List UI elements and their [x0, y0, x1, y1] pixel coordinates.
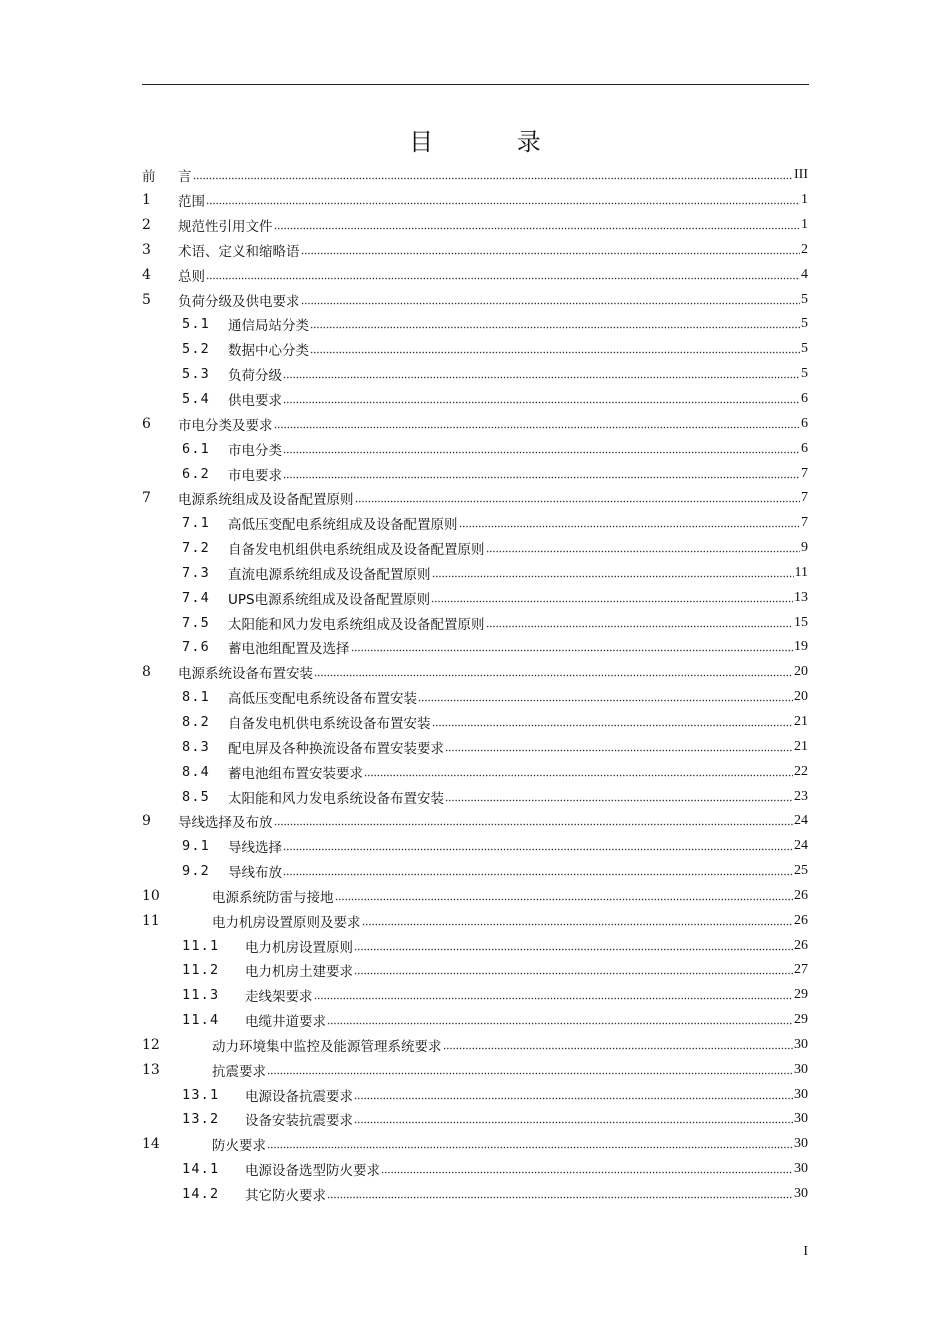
toc-entry-number: 11.4 — [182, 1012, 220, 1029]
toc-entry-page: 7 — [801, 515, 808, 531]
dot-leader — [267, 1070, 793, 1076]
dot-leader — [418, 698, 793, 704]
toc-entry-title: 市电分类 — [228, 442, 282, 459]
toc-entry-number: 5.2 — [182, 341, 210, 358]
toc-entry-number: 7.1 — [182, 515, 210, 532]
dot-leader — [327, 1195, 793, 1201]
dot-leader — [274, 822, 794, 828]
toc-entry-page: 7 — [801, 465, 808, 481]
toc-entry-page: 1 — [801, 192, 808, 208]
toc-entry-title: 高低压变配电系统设备布置安装 — [228, 691, 417, 708]
toc-entry-number: 7.3 — [182, 564, 210, 581]
toc-entry[interactable] — [142, 536, 808, 561]
toc-entry-page: 27 — [794, 962, 808, 978]
toc-entry-number: 8.2 — [182, 713, 210, 730]
toc-entry-page: 26 — [794, 912, 808, 928]
dot-leader — [274, 424, 801, 430]
toc-entry-page: 5 — [801, 341, 808, 357]
dot-leader — [310, 325, 800, 331]
toc-entry-number: 14.1 — [182, 1161, 220, 1178]
toc-entry-number: 7.4 — [182, 589, 210, 606]
toc-entry-page: 9 — [801, 540, 808, 556]
header-rule — [142, 84, 809, 85]
toc-entry-number: 5.4 — [182, 391, 210, 408]
dot-leader — [314, 673, 793, 679]
toc-entry-title: 电源系统防雷与接地 — [212, 889, 334, 906]
dot-leader — [314, 996, 794, 1002]
dot-leader — [381, 1170, 793, 1176]
toc-entry-title: 电源设备抗震要求 — [245, 1088, 353, 1105]
toc-entry-title: 防火要求 — [212, 1138, 266, 1155]
dot-leader — [301, 300, 801, 306]
toc-entry-number: 14 — [142, 1136, 160, 1153]
toc-entry-page: 2 — [801, 241, 808, 257]
toc-entry[interactable] — [142, 511, 808, 536]
toc-entry-page: 30 — [794, 1111, 808, 1127]
toc-entry-page: 21 — [794, 738, 808, 754]
toc-entry-title: 范围 — [178, 194, 205, 211]
toc-entry-page: 30 — [794, 1161, 808, 1177]
toc-entry-title: 太阳能和风力发电系统设备布置安装 — [228, 790, 444, 807]
dot-leader — [354, 1120, 793, 1126]
toc-entry-number: 8.4 — [182, 763, 210, 780]
toc-entry-page: 1 — [801, 217, 808, 233]
toc-entry-title: 言 — [178, 169, 192, 186]
toc-entry-page: 30 — [794, 1186, 808, 1202]
toc-entry-number: 1 — [142, 192, 151, 209]
toc-entry-title: 高低压变配电系统组成及设备配置原则 — [228, 517, 458, 534]
toc-entry-title: 电力机房设置原则 — [245, 939, 353, 956]
toc-entry-page: 20 — [794, 689, 808, 705]
dot-leader — [445, 797, 793, 803]
toc-entry-number: 8.3 — [182, 738, 210, 755]
dot-leader — [283, 847, 793, 853]
dot-leader — [486, 623, 794, 629]
toc-entry-number: 5.3 — [182, 366, 210, 383]
toc-entry-number: 6.1 — [182, 440, 210, 457]
toc-entry-page: 5 — [801, 316, 808, 332]
toc-entry-page: 30 — [794, 1061, 808, 1077]
toc-entry-number: 11.2 — [182, 962, 220, 979]
dot-leader — [354, 946, 793, 952]
toc-entry-page: 19 — [794, 639, 808, 655]
toc-entry-title: 总则 — [178, 268, 205, 285]
toc-entry[interactable] — [142, 213, 808, 238]
toc-entry[interactable] — [142, 188, 808, 213]
toc-entry-page: 30 — [794, 1086, 808, 1102]
toc-entry-title: 市电要求 — [228, 467, 282, 484]
toc-entry-title: 术语、定义和缩略语 — [178, 243, 300, 260]
toc-entry-page: 6 — [801, 440, 808, 456]
toc-entry-number: 7 — [142, 490, 151, 507]
toc-entry[interactable] — [142, 983, 808, 1008]
toc-entry-page: 24 — [794, 813, 808, 829]
toc-entry[interactable] — [142, 1157, 808, 1182]
toc-entry[interactable] — [142, 287, 808, 312]
dot-leader — [283, 400, 800, 406]
toc-entry-page: 25 — [794, 863, 808, 879]
toc-entry-title: 太阳能和风力发电系统组成及设备配置原则 — [228, 616, 485, 633]
toc-entry-number: 11 — [142, 912, 160, 929]
toc-entry-number: 4 — [142, 266, 151, 283]
toc-entry-page: 15 — [794, 614, 808, 630]
toc-entry-page: 29 — [794, 1012, 808, 1028]
toc-entry-title: 数据中心分类 — [228, 343, 309, 360]
toc-entry[interactable] — [142, 1107, 808, 1132]
dot-leader — [443, 1045, 794, 1051]
toc-entry-number: 13.1 — [182, 1086, 220, 1103]
toc-entry-page: III — [794, 167, 808, 183]
toc-entry[interactable] — [142, 734, 808, 759]
toc-entry-page: 22 — [794, 763, 808, 779]
dot-leader — [432, 573, 794, 579]
toc-entry-title: 直流电源系统组成及设备配置原则 — [228, 566, 431, 583]
toc-entry-number: 13.2 — [182, 1111, 220, 1128]
dot-leader — [283, 375, 800, 381]
toc-entry[interactable] — [142, 461, 808, 486]
toc-entry-title: 导线选择及布放 — [178, 815, 273, 832]
toc-entry[interactable] — [142, 436, 808, 461]
dot-leader — [274, 226, 801, 232]
toc-entry[interactable] — [142, 685, 808, 710]
toc-entry-page: 26 — [794, 937, 808, 953]
toc-entry[interactable] — [142, 362, 808, 387]
toc-entry-title: 规范性引用文件 — [178, 219, 273, 236]
toc-entry[interactable] — [142, 635, 808, 660]
toc-entry-title: 动力环境集中监控及能源管理系统要求 — [212, 1038, 442, 1055]
toc-entry-page: 11 — [794, 564, 808, 580]
toc-entry[interactable] — [142, 759, 808, 784]
toc-entry[interactable] — [142, 784, 808, 809]
toc-entry[interactable] — [142, 1082, 808, 1107]
toc-entry-page: 29 — [794, 987, 808, 1003]
toc-entry-title: 电力机房土建要求 — [245, 964, 353, 981]
toc-entry[interactable] — [142, 337, 808, 362]
toc-entry-number: 14.2 — [182, 1186, 220, 1203]
toc-entry-page: 4 — [801, 266, 808, 282]
toc-entry[interactable] — [142, 262, 808, 287]
toc-entry-number: 前 — [142, 169, 156, 186]
toc-entry-number: 7.5 — [182, 614, 210, 631]
toc-entry-number: 7.2 — [182, 540, 210, 557]
toc-entry-page: 30 — [794, 1136, 808, 1152]
toc-entry[interactable] — [142, 809, 808, 834]
dot-leader — [335, 896, 794, 902]
toc-entry-number: 9.1 — [182, 838, 210, 855]
toc-entry[interactable] — [142, 1132, 808, 1157]
toc-entry[interactable] — [142, 933, 808, 958]
toc-entry[interactable] — [142, 958, 808, 983]
dot-leader — [445, 747, 793, 753]
toc-entry-title: 配电屏及各种换流设备布置安装要求 — [228, 740, 444, 757]
dot-leader — [206, 201, 800, 207]
toc-entry-title: 电缆井道要求 — [245, 1014, 326, 1031]
toc-entry[interactable] — [142, 486, 808, 511]
toc-entry[interactable] — [142, 411, 808, 436]
toc-entry-number: 12 — [142, 1036, 160, 1053]
toc-entry-number: 5 — [142, 291, 151, 308]
toc-entry-number: 7.6 — [182, 639, 210, 656]
dot-leader — [301, 250, 801, 256]
toc-entry[interactable] — [142, 238, 808, 263]
toc-entry-number: 8 — [142, 664, 151, 681]
toc-entry-number: 6 — [142, 415, 151, 432]
toc-entry-number: 9 — [142, 813, 151, 830]
toc-entry-title: 电源系统设备布置安装 — [178, 666, 313, 683]
dot-leader — [283, 449, 800, 455]
toc-entry-page: 26 — [794, 887, 808, 903]
toc-entry-number: 8.1 — [182, 689, 210, 706]
toc-entry[interactable] — [142, 883, 808, 908]
dot-leader — [486, 549, 801, 555]
toc-entry-number: 2 — [142, 217, 151, 234]
toc-entry-page: 23 — [794, 788, 808, 804]
toc-entry-title: 电力机房设置原则及要求 — [212, 914, 361, 931]
toc-entry-title: 导线布放 — [228, 865, 282, 882]
table-of-contents — [142, 163, 808, 1206]
toc-entry-page: 24 — [794, 838, 808, 854]
toc-entry-number: 13 — [142, 1061, 160, 1078]
toc-entry[interactable] — [142, 1008, 808, 1033]
dot-leader — [364, 772, 793, 778]
toc-entry-title: 蓄电池组配置及选择 — [228, 641, 350, 658]
toc-entry[interactable] — [142, 859, 808, 884]
dot-leader — [354, 971, 793, 977]
toc-entry[interactable] — [142, 561, 808, 586]
dot-leader — [283, 872, 793, 878]
toc-entry-number: 8.5 — [182, 788, 210, 805]
dot-leader — [193, 176, 794, 182]
toc-entry-title: 电源系统组成及设备配置原则 — [178, 492, 354, 509]
toc-entry[interactable] — [142, 585, 808, 610]
toc-entry[interactable] — [142, 710, 808, 735]
toc-entry[interactable] — [142, 1182, 808, 1207]
toc-entry-title: 走线架要求 — [245, 989, 313, 1006]
toc-entry-number: 3 — [142, 241, 151, 258]
toc-entry-number: 10 — [142, 887, 160, 904]
dot-leader — [206, 275, 800, 281]
toc-entry-title: 导线选择 — [228, 840, 282, 857]
toc-entry[interactable] — [142, 312, 808, 337]
toc-entry-number: 9.2 — [182, 863, 210, 880]
toc-entry[interactable] — [142, 163, 808, 188]
toc-entry-page: 30 — [794, 1036, 808, 1052]
dot-leader — [351, 648, 794, 654]
toc-entry-title: UPS电源系统组成及设备配置原则 — [228, 591, 431, 608]
dot-leader — [432, 722, 794, 728]
toc-entry-page: 5 — [801, 366, 808, 382]
toc-entry-title: 自备发电机组供电系统组成及设备配置原则 — [228, 542, 485, 559]
dot-leader — [431, 598, 793, 604]
toc-entry-title: 抗震要求 — [212, 1063, 266, 1080]
toc-entry[interactable] — [142, 387, 808, 412]
toc-entry-title: 设备安装抗震要求 — [245, 1113, 353, 1130]
toc-entry-number: 11.3 — [182, 987, 220, 1004]
toc-entry-page: 20 — [794, 664, 808, 680]
toc-entry-page: 21 — [794, 713, 808, 729]
toc-entry-title: 负荷分级 — [228, 368, 282, 385]
toc-entry-title: 负荷分级及供电要求 — [178, 293, 300, 310]
toc-entry-number: 11.1 — [182, 937, 220, 954]
toc-entry[interactable] — [142, 908, 808, 933]
toc-entry-title: 自备发电机供电系统设备布置安装 — [228, 715, 431, 732]
dot-leader — [310, 350, 800, 356]
toc-entry-title: 其它防火要求 — [245, 1188, 326, 1205]
dot-leader — [354, 1095, 793, 1101]
toc-entry-page: 6 — [801, 391, 808, 407]
toc-entry-title: 蓄电池组布置安装要求 — [228, 765, 363, 782]
toc-entry[interactable] — [142, 610, 808, 635]
page-number: I — [803, 1244, 808, 1259]
dot-leader — [355, 499, 801, 505]
toc-entry-title: 市电分类及要求 — [178, 417, 273, 434]
toc-entry[interactable] — [142, 834, 808, 859]
toc-entry[interactable] — [142, 660, 808, 685]
dot-leader — [283, 474, 800, 480]
dot-leader — [362, 921, 794, 927]
toc-entry[interactable] — [142, 1057, 808, 1082]
toc-entry-page: 7 — [801, 490, 808, 506]
toc-entry-page: 5 — [801, 291, 808, 307]
toc-entry-page: 13 — [794, 589, 808, 605]
toc-entry-title: 供电要求 — [228, 393, 282, 410]
toc-entry-number: 5.1 — [182, 316, 210, 333]
dot-leader — [327, 1021, 793, 1027]
toc-entry-title: 电源设备选型防火要求 — [245, 1163, 380, 1180]
toc-entry[interactable] — [142, 1033, 808, 1058]
toc-entry-number: 6.2 — [182, 465, 210, 482]
toc-entry-title: 通信局站分类 — [228, 318, 309, 335]
toc-entry-page: 6 — [801, 415, 808, 431]
dot-leader — [459, 524, 801, 530]
page-title: 目 录 — [409, 128, 579, 156]
dot-leader — [267, 1145, 793, 1151]
